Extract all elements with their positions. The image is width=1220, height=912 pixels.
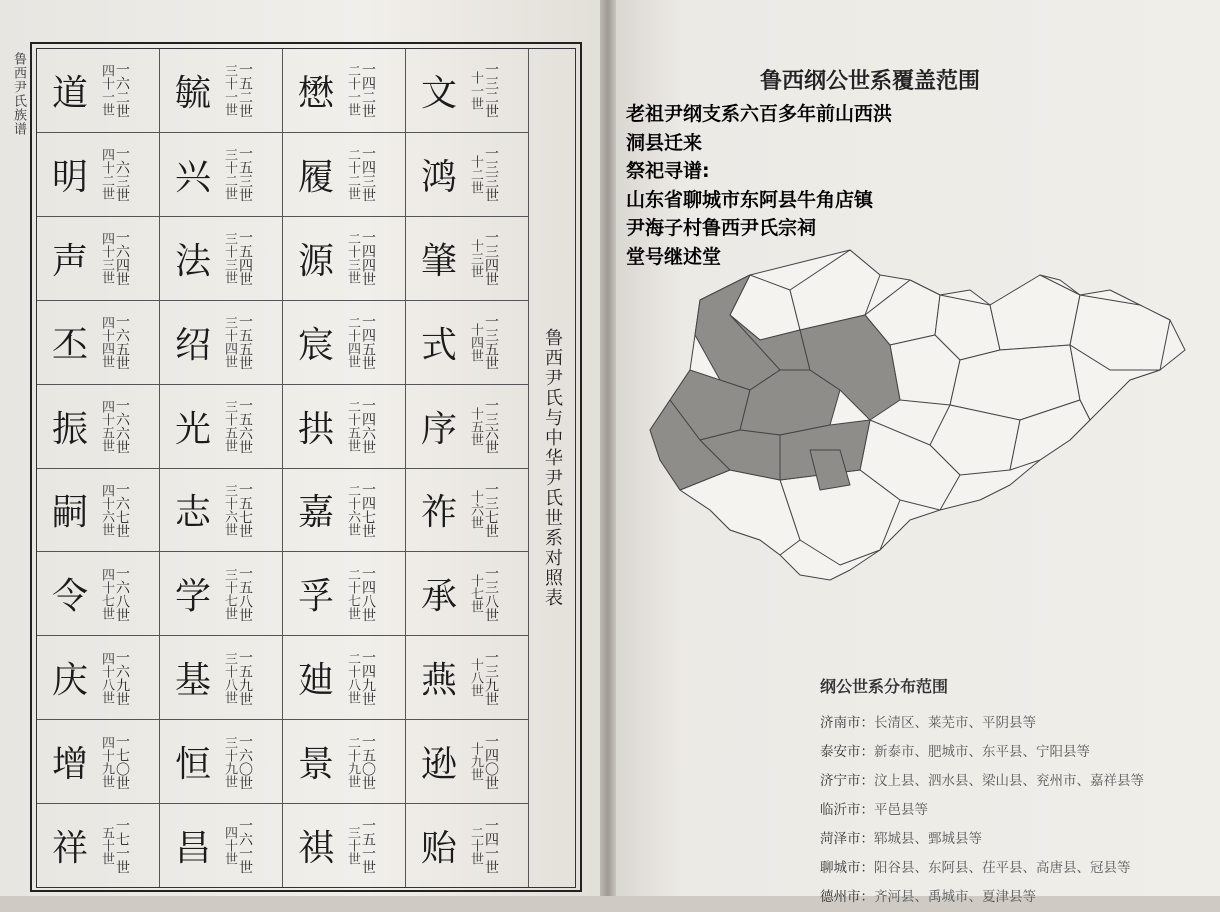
generation-character: 源 [297,240,334,282]
generation-character: 绍 [174,324,211,366]
table-cell [160,469,282,553]
county-list: 齐河县、禹城市、夏津县等 [874,889,1036,905]
distribution-row [820,796,1210,825]
lineage-generation: 十一世 [468,70,483,110]
table-cell [160,636,282,720]
distribution-row [820,883,1210,912]
table-cell [406,133,528,217]
table-cell [406,385,528,469]
generation-character: 文 [420,72,457,114]
generation-character: 道 [51,72,88,114]
main-lineage-generation: 一六九世 [114,649,130,706]
note-line: 山东省聊城市东阿县牛角店镇 [626,188,874,211]
lineage-generation: 十九世 [468,742,483,782]
generation-character: 令 [51,576,88,618]
main-lineage-generation: 一六二世 [114,62,130,119]
lineage-generation: 二十世 [468,826,483,866]
lineage-generation: 三十四世 [222,316,237,369]
table-cell [406,301,528,385]
generation-character: 恒 [174,744,211,786]
lineage-generation: 三十五世 [222,400,237,453]
main-lineage-generation: 一五九世 [237,649,253,706]
lineage-generation: 十四世 [468,322,483,362]
main-lineage-generation: 一三八世 [483,565,499,622]
lineage-generation: 二十五世 [345,400,360,453]
distribution-row [820,767,1210,796]
lineage-generation: 十二世 [468,154,483,194]
main-lineage-generation: 一六一世 [237,817,253,874]
table-cell [160,804,282,887]
lineage-generation: 二十七世 [345,567,360,620]
main-lineage-generation: 一四二世 [360,62,376,119]
generation-character: 祺 [297,828,334,870]
generation-character: 基 [174,660,211,702]
generation-character: 肇 [420,240,457,282]
table-cell [37,804,159,887]
table-cell [283,804,405,887]
main-lineage-generation: 一五七世 [237,481,253,538]
table-cell [160,217,282,301]
city-name: 泰安市： [820,744,874,760]
main-lineage-generation: 一六六世 [114,398,130,455]
main-lineage-generation: 一五五世 [237,314,253,371]
main-lineage-generation: 一五二世 [237,62,253,119]
table-cell [283,301,405,385]
table-cell [37,49,159,133]
table-cell [160,49,282,133]
generation-character: 法 [174,240,211,282]
generation-character: 光 [174,408,211,450]
lineage-generation: 二十三世 [345,232,360,285]
main-lineage-generation: 一六〇世 [237,733,253,790]
generation-character: 振 [51,408,88,450]
table-cell [283,49,405,133]
table-cell [283,552,405,636]
generation-character: 廸 [297,660,334,702]
table-cell [37,469,159,553]
lineage-generation: 十六世 [468,490,483,530]
main-lineage-generation: 一四一世 [483,817,499,874]
main-lineage-generation: 一五一世 [360,817,376,874]
lineage-generation: 四十六世 [99,483,114,536]
city-name: 德州市： [820,889,874,905]
generation-character: 学 [174,576,211,618]
main-lineage-generation: 一六七世 [114,481,130,538]
generation-character: 嘉 [297,492,334,534]
table-cell [406,49,528,133]
table-cell [160,720,282,804]
lineage-generation: 四十三世 [99,232,114,285]
lineage-generation: 三十一世 [222,64,237,117]
main-lineage-generation: 一六三世 [114,146,130,203]
generation-character: 式 [420,324,457,366]
lineage-generation: 三十世 [345,826,360,866]
generation-character: 景 [297,744,334,786]
lineage-generation: 四十世 [222,826,237,866]
main-lineage-generation: 一六四世 [114,230,130,287]
table-cell [37,133,159,217]
lineage-generation: 四十七世 [99,567,114,620]
lineage-generation: 二十一世 [345,64,360,117]
generation-character: 毓 [174,72,211,114]
note-line: 洞县迁来 [626,131,703,154]
table-column-3 [160,49,283,887]
note-line: 尹海子村鲁西尹氏宗祠 [626,217,817,239]
lineage-generation: 三十九世 [222,735,237,788]
generation-character: 贻 [420,828,457,870]
lineage-generation: 三十七世 [222,567,237,620]
generation-character: 燕 [420,660,457,702]
generation-character: 明 [51,156,88,198]
main-lineage-generation: 一三六世 [483,398,499,455]
table-cell [406,636,528,720]
table-cell [37,636,159,720]
county-list: 阳谷县、东阿县、茌平县、高唐县、冠县等 [874,860,1131,876]
generation-character: 祚 [420,492,457,534]
main-lineage-generation: 一四五世 [360,314,376,371]
main-lineage-generation: 一四〇世 [483,733,499,790]
lineage-generation: 十七世 [468,574,483,614]
distribution-section [820,674,1210,912]
county-list: 长清区、莱芜市、平阴县等 [874,715,1036,731]
city-name: 临沂市： [820,802,874,818]
main-lineage-generation: 一四三世 [360,146,376,203]
shandong-coverage-map [640,220,1200,600]
main-lineage-generation: 一三五世 [483,314,499,371]
main-lineage-generation: 一四七世 [360,481,376,538]
lineage-generation: 三十二世 [222,148,237,201]
table-cell [160,552,282,636]
table-cell [406,804,528,887]
main-lineage-generation: 一四八世 [360,565,376,622]
main-lineage-generation: 一三四世 [483,230,499,287]
county-list: 郓城县、鄄城县等 [874,831,982,847]
main-lineage-generation: 一七〇世 [114,733,130,790]
table-title-text: 鲁西尹氏与中华尹氏世系对照表 [542,328,563,608]
generation-character: 鸿 [420,156,457,198]
lineage-generation: 二十九世 [345,735,360,788]
table-cell [283,469,405,553]
main-lineage-generation: 一七一世 [114,817,130,874]
county-list: 汶上县、泗水县、梁山县、兖州市、嘉祥县等 [874,773,1144,789]
generation-character: 逊 [420,744,457,786]
table-cell [283,385,405,469]
main-lineage-generation: 一五〇世 [360,733,376,790]
generation-character: 宸 [297,324,334,366]
main-lineage-generation: 一三七世 [483,481,499,538]
generation-character: 嗣 [51,492,88,534]
main-lineage-generation: 一五三世 [237,146,253,203]
table-cell [37,552,159,636]
table-cell [406,552,528,636]
generation-character: 增 [51,744,88,786]
table-cell [406,720,528,804]
lineage-generation: 三十三世 [222,232,237,285]
main-lineage-generation: 一三九世 [483,649,499,706]
city-name: 济宁市： [820,773,874,789]
generation-table [36,48,576,888]
main-lineage-generation: 一六八世 [114,565,130,622]
note-line: 祭祀寻谱: [626,160,710,182]
distribution-row [820,825,1210,854]
note-line: 堂号继述堂 [626,245,722,268]
generation-character: 兴 [174,156,211,198]
distribution-row [820,854,1210,883]
main-lineage-generation: 一四九世 [360,649,376,706]
table-cell [406,469,528,553]
generation-character: 志 [174,492,211,534]
generation-character: 祥 [51,828,88,870]
generation-character: 序 [420,408,457,450]
table-column-1 [406,49,529,887]
table-cell [160,301,282,385]
main-lineage-generation: 一四六世 [360,398,376,455]
main-lineage-generation: 一三二世 [483,62,499,119]
lineage-generation: 二十八世 [345,651,360,704]
county-list: 平邑县等 [874,802,928,818]
generation-character: 懋 [297,72,334,114]
city-name: 济南市： [820,715,874,731]
generation-character: 昌 [174,828,211,870]
lineage-generation: 四十五世 [99,400,114,453]
map-title: 鲁西纲公世系覆盖范围 [760,68,981,94]
distribution-row [820,709,1210,738]
lineage-generation: 十三世 [468,238,483,278]
table-cell [37,217,159,301]
table-cell [283,720,405,804]
lineage-generation: 十五世 [468,406,483,446]
table-cell [283,636,405,720]
lineage-generation: 四十八世 [99,651,114,704]
lineage-generation: 三十六世 [222,483,237,536]
lineage-generation: 四十一世 [99,64,114,117]
table-cell [37,720,159,804]
lineage-generation: 四十四世 [99,316,114,369]
lineage-generation: 四十九世 [99,735,114,788]
city-name: 聊城市： [820,860,874,876]
table-title [529,49,575,887]
lineage-generation: 十八世 [468,658,483,698]
generation-character: 拱 [297,408,334,450]
lineage-generation: 二十四世 [345,316,360,369]
main-lineage-generation: 一五八世 [237,565,253,622]
county-list: 新泰市、肥城市、东平县、宁阳县等 [874,744,1090,760]
generation-character: 丕 [51,324,88,366]
lineage-generation: 三十八世 [222,651,237,704]
generation-character: 孚 [297,576,334,618]
distribution-title: 纲公世系分布范围 [820,677,949,696]
table-cell [283,217,405,301]
lineage-generation: 二十二世 [345,148,360,201]
note-line: 老祖尹纲支系六百多年前山西洪 [626,103,893,125]
table-cell [160,133,282,217]
table-cell [160,385,282,469]
generation-character: 声 [51,240,88,282]
main-lineage-generation: 一五四世 [237,230,253,287]
city-name: 菏泽市： [820,831,874,847]
table-cell [406,217,528,301]
table-column-2 [283,49,406,887]
table-column-4 [37,49,160,887]
main-lineage-generation: 一四四世 [360,230,376,287]
book-side-title: 鲁西尹氏族谱 [11,52,26,136]
lineage-generation: 四十二世 [99,148,114,201]
lineage-generation: 二十六世 [345,483,360,536]
book-spine [600,0,616,896]
generation-character: 承 [420,576,457,618]
main-lineage-generation: 一六五世 [114,314,130,371]
generation-character: 庆 [51,660,88,702]
lineage-generation: 五十世 [99,826,114,866]
table-cell [37,301,159,385]
main-lineage-generation: 一三三世 [483,146,499,203]
distribution-row [820,738,1210,767]
table-cell [37,385,159,469]
main-lineage-generation: 一五六世 [237,398,253,455]
generation-character: 履 [297,156,334,198]
table-cell [283,133,405,217]
